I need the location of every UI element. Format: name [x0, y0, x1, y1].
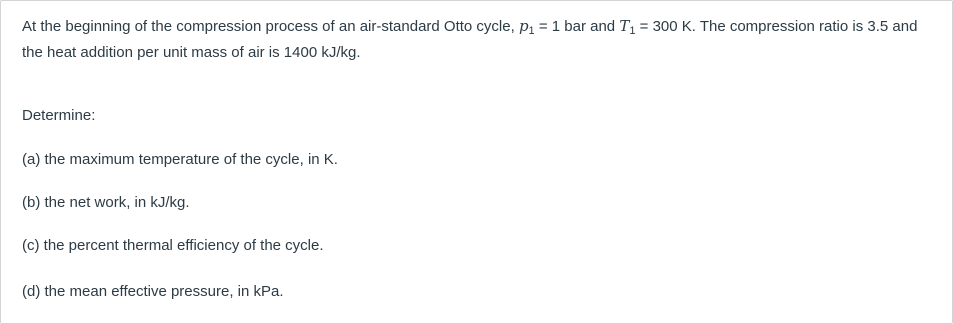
part-d: (d) the mean effective pressure, in kPa. — [22, 283, 284, 300]
intro-prefix: At the beginning of the compression process of an air-standard Otto cycle, — [22, 18, 519, 35]
temperature-value: = 300 K. The compression ratio is 3.5 and the heat addition per unit mass of air is 1400 kJ/kg. — [22, 18, 918, 61]
part-b: (b) the net work, in kJ/kg. — [22, 194, 190, 211]
pressure-symbol: $p_1$ — [518, 17, 535, 37]
problem-statement — [22, 15, 942, 64]
pressure-value: = 1 bar and — [534, 18, 620, 35]
part-c: (c) the percent thermal efficiency of the cycle. — [22, 237, 324, 254]
temperature-subscript: 1 — [629, 25, 636, 37]
intro-paragraph — [22, 15, 942, 64]
determine-label: Determine: — [22, 107, 96, 124]
part-a: (a) the maximum temperature of the cycle, in K. — [22, 151, 338, 168]
temperature-symbol: $T_1$ — [619, 17, 636, 37]
pressure-subscript: 1 — [528, 25, 535, 37]
